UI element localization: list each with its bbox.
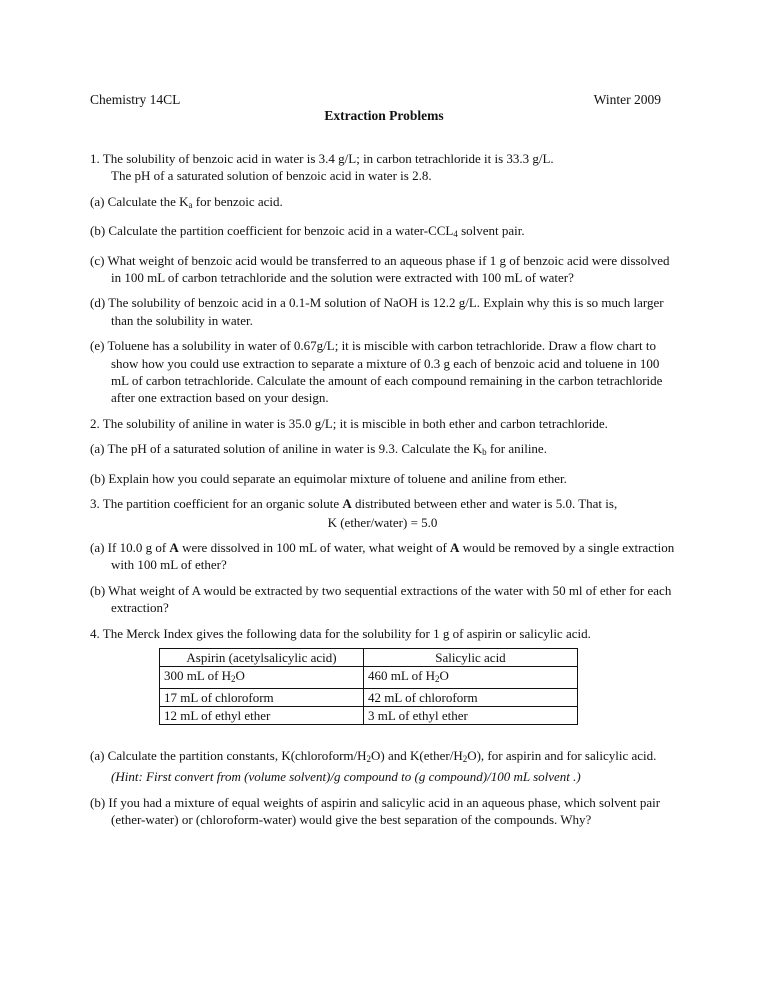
- table-cell: 300 mL of $H_2O$: [160, 666, 364, 688]
- question-3a: (a) If 10.0 g of A were dissolved in 100 mL of water, what weight of A would be removed by a single extraction with 100 mL of ether?: [90, 539, 675, 573]
- question-4b: (b) If you had a mixture of equal weights of aspirin and salicylic acid in an aqueous phase, which solvent pair (ether-water) or (chloroform-water) would give the best separation of the compounds. Why?: [90, 794, 661, 828]
- table-row: [160, 666, 578, 688]
- page-title: Extraction Problems: [324, 108, 444, 123]
- problem-list: [90, 150, 675, 837]
- question-1a: (a) Calculate the $K_a$ for benzoic acid.: [90, 193, 283, 210]
- partition-equation: K (ether/water) = 5.0: [327, 514, 438, 530]
- table-header-aspirin: Aspirin (acetylsalicylic acid): [160, 648, 364, 666]
- hint-text: (Hint: First convert from (volume solvent)/g compound to (g compound)/100 mL solvent .): [111, 769, 581, 785]
- question-1c: (c) What weight of benzoic acid would be transferred to an aqueous phase if 1 g of benzoic acid were dissolved in 100 mL of carbon tetrachloride and the solution were extracted with 100 mL of water?: [90, 252, 670, 286]
- table-cell: 460 mL of $H_2O$: [364, 666, 578, 688]
- table-cell: 3 mL of ethyl ether: [364, 706, 578, 724]
- table-row: [160, 706, 578, 724]
- question-4a: (a) Calculate the partition constants, $K(chloroform/H_2O)$ and $K(ether/H_2O)$, for aspirin and for salicylic acid. (Hint: First convert from (volume solvent)/g compound to (g compound)/100 mL solvent .): [90, 747, 657, 785]
- table-cell: 17 mL of chloroform: [160, 688, 364, 706]
- table-cell: 42 mL of chloroform: [364, 688, 578, 706]
- question-1b: (b) Calculate the partition coefficient for benzoic acid in a water-$CCL_4$ solvent pair.: [90, 223, 525, 240]
- question-1d: (d) The solubility of benzoic acid in a 0.1-M solution of NaOH is 12.2 g/L. Explain why this is so much larger than the solubility in water.: [90, 295, 664, 328]
- table-cell: 12 mL of ethyl ether: [160, 706, 364, 724]
- question-4-intro: 4. The Merck Index gives the following data for the solubility for 1 g of aspirin or salicylic acid.: [90, 625, 591, 641]
- solubility-table: [159, 648, 578, 725]
- question-2-intro: 2. The solubility of aniline in water is 35.0 g/L; it is miscible in both ether and carbon tetrachloride.: [90, 415, 608, 431]
- question-3b: (b) What weight of A would be extracted by two sequential extractions of the water with 50 ml of ether for each extraction?: [90, 582, 672, 616]
- question-1e: (e) Toluene has a solubility in water of 0.67g/L; it is miscible with carbon tetrachloride. Draw a flow chart to show how you could use extraction to separate a mixture of 0.3 g each of benzoic acid and toluene in 100 mL of carbon tetrachloride. Calculate the amount of each compound remaining in the carbon tetrachloride after one extraction based on your design.: [90, 338, 663, 406]
- course-name: Chemistry 14CL: [90, 92, 181, 107]
- table-header-row: [160, 648, 578, 666]
- table-header-salicylic: Salicylic acid: [364, 648, 578, 666]
- term: Winter 2009: [593, 92, 661, 107]
- question-2b: (b) Explain how you could separate an equimolar mixture of toluene and aniline from ether.: [90, 470, 567, 486]
- question-3-intro: 3. The partition coefficient for an organic solute A distributed between ether and water is 5.0. That is,: [90, 496, 618, 512]
- question-2a: (a) The pH of a saturated solution of aniline in water is 9.3. Calculate the $K_b$ for aniline.: [90, 441, 547, 458]
- question-1-intro: 1. The solubility of benzoic acid in water is 3.4 g/L; in carbon tetrachloride it is 33.3 g/L. The pH of a saturated solution of benzoic acid in water is 2.8.: [90, 151, 554, 184]
- table-row: [160, 688, 578, 706]
